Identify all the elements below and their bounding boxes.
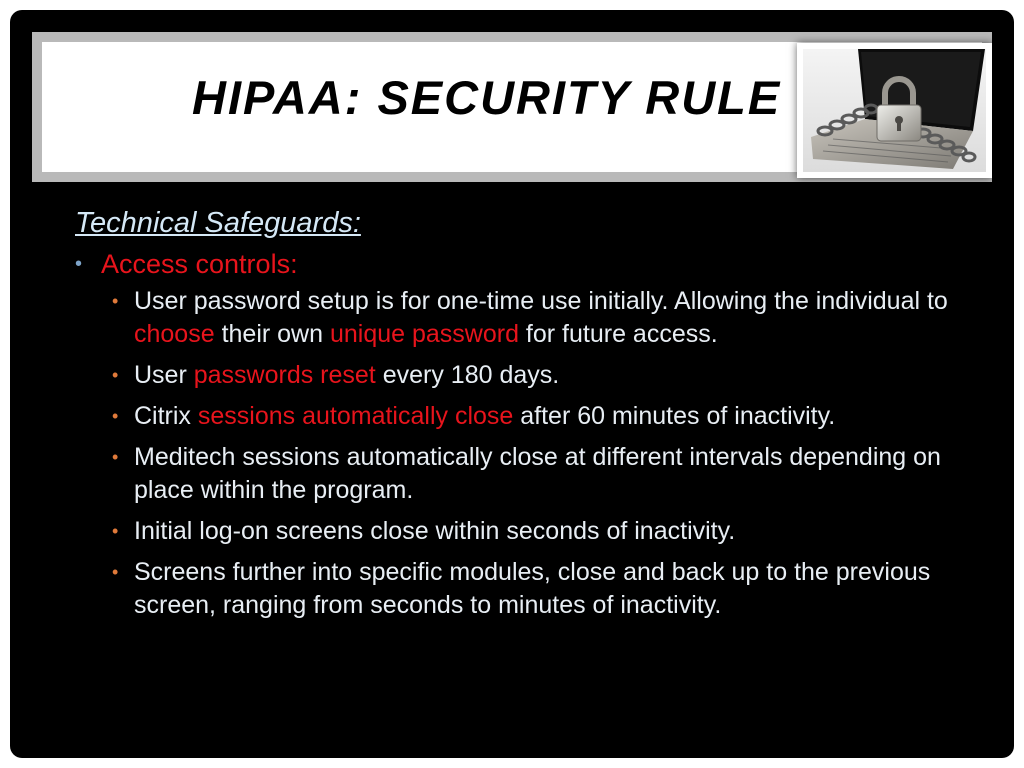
item-text: User xyxy=(134,361,194,389)
item-highlight: unique password xyxy=(329,320,519,348)
item-text: their own xyxy=(214,320,330,348)
item-highlight: passwords reset xyxy=(193,361,376,389)
item-text: for future access. xyxy=(518,320,718,348)
item-highlight: sessions automatically close xyxy=(197,402,514,430)
item-text: Citrix xyxy=(134,402,198,430)
item-highlight: choose xyxy=(134,320,215,348)
slide xyxy=(10,10,1014,758)
item-text: every 180 days. xyxy=(375,361,560,389)
list-item xyxy=(112,515,1000,548)
item-text: User password setup is for one-time use initially. Allowing the individual to xyxy=(134,287,948,315)
bullet-dot: • xyxy=(112,291,119,311)
bullet-dot: • xyxy=(112,406,119,426)
list-item xyxy=(112,400,1000,433)
bullet-access-controls xyxy=(75,247,1000,281)
bullet-dot: • xyxy=(75,253,83,275)
bullet-dot: • xyxy=(112,447,119,467)
list-item xyxy=(112,556,1000,622)
bullet-dot: • xyxy=(112,521,119,541)
list-item xyxy=(112,441,1000,507)
item-text: Initial log-on screens close within seconds of inactivity. xyxy=(134,517,736,545)
bullet-dot: • xyxy=(112,562,119,582)
slide-body xyxy=(75,205,1000,630)
laptop-padlock-image xyxy=(797,43,992,178)
item-text: after 60 minutes of inactivity. xyxy=(513,402,836,430)
section-heading: Technical Safeguards: xyxy=(75,207,361,239)
item-text: Screens further into specific modules, close and back up to the previous screen, ranging from seconds to minutes of inactivity. xyxy=(134,558,931,619)
slide-title: HIPAA: SECURITY RULE xyxy=(192,71,782,124)
sub-bullet-list xyxy=(75,285,1000,622)
list-item xyxy=(112,285,1000,351)
list-item xyxy=(112,359,1000,392)
laptop-chained-padlock-icon xyxy=(803,49,986,172)
bullet-dot: • xyxy=(112,365,119,385)
bullet-label: Access controls: xyxy=(101,249,298,279)
item-text: Meditech sessions automatically close at different intervals depending on place within the program. xyxy=(134,443,941,504)
